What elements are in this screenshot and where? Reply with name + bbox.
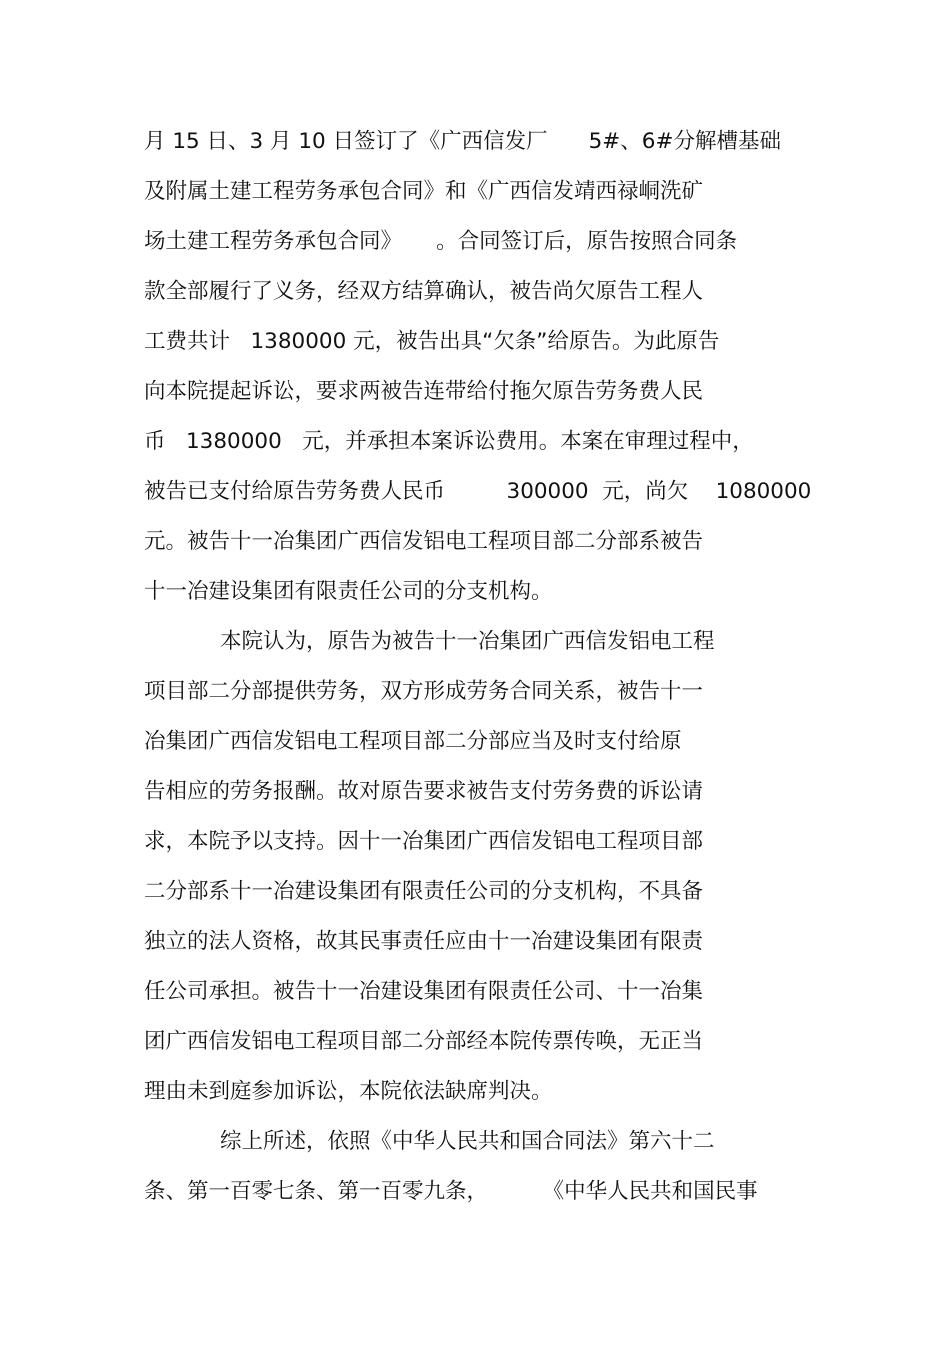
text-line: 十一冶建设集团有限责任公司的分支机构。 xyxy=(144,579,553,604)
text-line: 及附属土建工程劳务承包合同》和《广西信发靖西禄峒洗矿 xyxy=(144,179,704,204)
text-line: 冶集团广西信发铝电工程项目部二分部应当及时支付给原 xyxy=(144,729,682,754)
text-line: 任公司承担。被告十一冶建设集团有限责任公司、十一冶集 xyxy=(144,979,704,1004)
text-line: 场土建工程劳务承包合同》 。合同签订后，原告按照合同条 xyxy=(144,229,738,254)
text-line: 月 15 日、3 月 10 日签订了《广西信发厂 5#、6#分解槽基础 xyxy=(144,129,781,154)
text-line: 条、第一百零七条、第一百零九条， 《中华人民共和国民事 xyxy=(144,1179,758,1204)
text-line: 工费共计 1380000 元，被告出具“欠条”给原告。为此原告 xyxy=(144,329,720,354)
text-line: 被告已支付给原告劳务费人民币 300000 元，尚欠 1080000 xyxy=(144,479,812,504)
text-line: 理由未到庭参加诉讼，本院依法缺席判决。 xyxy=(144,1079,553,1104)
text-line: 独立的法人资格，故其民事责任应由十一冶建设集团有限责 xyxy=(144,929,704,954)
text-line: 币 1380000 元，并承担本案诉讼费用。本案在审理过程中， xyxy=(144,429,754,454)
paragraph-first-line: 本院认为，原告为被告十一冶集团广西信发铝电工程 xyxy=(220,629,715,654)
text-line: 款全部履行了义务，经双方结算确认，被告尚欠原告工程人 xyxy=(144,279,704,304)
text-line: 告相应的劳务报酬。故对原告要求被告支付劳务费的诉讼请 xyxy=(144,779,704,804)
text-line: 项目部二分部提供劳务，双方形成劳务合同关系，被告十一 xyxy=(144,679,704,704)
text-line: 元。被告十一冶集团广西信发铝电工程项目部二分部系被告 xyxy=(144,529,704,554)
text-line: 向本院提起诉讼，要求两被告连带给付拖欠原告劳务费人民 xyxy=(144,379,704,404)
text-line: 求，本院予以支持。因十一冶集团广西信发铝电工程项目部 xyxy=(144,829,704,854)
text-line: 团广西信发铝电工程项目部二分部经本院传票传唤，无正当 xyxy=(144,1029,704,1054)
paragraph-first-line: 综上所述，依照《中华人民共和国合同法》第六十二 xyxy=(220,1129,715,1154)
text-line: 二分部系十一冶建设集团有限责任公司的分支机构，不具备 xyxy=(144,879,704,904)
